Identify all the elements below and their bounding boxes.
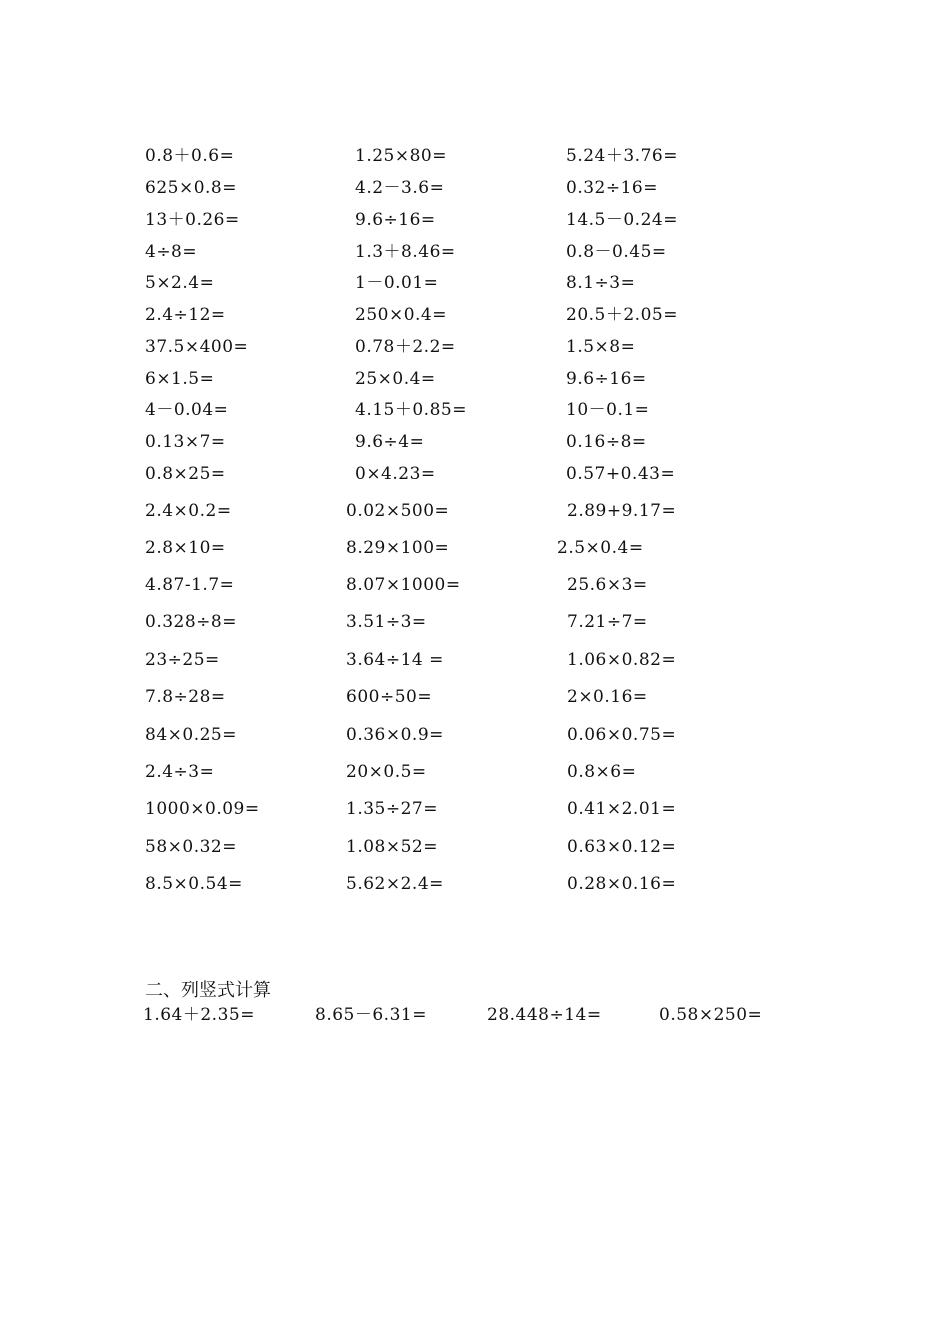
oral-problem: 2.5×0.4= [557,538,644,558]
oral-problem: 58×0.32= [145,837,237,857]
oral-problem: 0.06×0.75= [567,725,677,745]
oral-problem: 37.5×400= [145,337,249,357]
oral-problem: 0.8＋0.6= [145,146,235,166]
oral-problem: 4.15＋0.85= [355,400,467,420]
oral-problem: 3.64÷14 = [346,650,444,670]
oral-problem: 0.32÷16= [566,178,658,198]
oral-problem: 0.13×7= [145,432,226,452]
oral-problem: 9.6÷16= [566,369,647,389]
oral-problem: 25.6×3= [567,575,648,595]
oral-problem: 6×1.5= [145,369,215,389]
oral-problem: 84×0.25= [145,725,237,745]
oral-problem: 23÷25= [145,650,220,670]
oral-problem: 8.1÷3= [566,273,636,293]
oral-problem: 8.29×100= [346,538,450,558]
oral-problem: 2.4÷12= [145,305,226,325]
oral-problem: 1.08×52= [346,837,438,857]
oral-problem: 7.8÷28= [145,687,226,707]
oral-problem: 25×0.4= [355,369,436,389]
oral-problem: 600÷50= [346,687,433,707]
vertical-problem: 0.58×250= [659,1005,763,1025]
vertical-problem: 8.65－6.31= [315,1005,427,1025]
oral-problem: 13＋0.26= [145,210,240,230]
oral-problem: 9.6÷16= [355,210,436,230]
oral-problem: 2×0.16= [567,687,648,707]
vertical-problem: 1.64＋2.35= [143,1005,255,1025]
oral-problem: 7.21÷7= [567,612,648,632]
oral-problem: 2.8×10= [145,538,226,558]
section-2-heading: 二、列竖式计算 [145,980,271,1001]
oral-problem: 4－0.04= [145,400,229,420]
oral-problem: 2.89+9.17= [567,501,677,521]
oral-problem: 2.4×0.2= [145,501,232,521]
vertical-problem: 28.448÷14= [487,1005,602,1025]
oral-problem: 0.41×2.01= [567,799,677,819]
oral-problem: 1.25×80= [355,146,447,166]
oral-problem: 14.5－0.24= [566,210,678,230]
oral-problem: 2.4÷3= [145,762,215,782]
oral-problem: 1.3＋8.46= [355,242,456,262]
oral-problem: 4÷8= [145,242,198,262]
oral-problem: 5.62×2.4= [346,874,444,894]
oral-problem: 0.57+0.43= [566,464,676,484]
oral-problem: 9.6÷4= [355,432,425,452]
oral-problem: 4.87-1.7= [145,575,235,595]
oral-problem: 0.8×25= [145,464,226,484]
oral-problem: 1.06×0.82= [567,650,677,670]
oral-problem: 250×0.4= [355,305,447,325]
oral-problem: 0.8－0.45= [566,242,667,262]
oral-problem: 0.8×6= [567,762,637,782]
oral-problem: 5×2.4= [145,273,215,293]
oral-problem: 0.63×0.12= [567,837,677,857]
oral-problem: 10－0.1= [566,400,650,420]
oral-problem: 625×0.8= [145,178,237,198]
oral-problem: 3.51÷3= [346,612,427,632]
oral-problem: 5.24＋3.76= [566,146,678,166]
oral-problem: 0.28×0.16= [567,874,677,894]
oral-problem: 20.5＋2.05= [566,305,678,325]
oral-problem: 0.328÷8= [145,612,237,632]
oral-problem: 8.5×0.54= [145,874,243,894]
oral-problem: 0.16÷8= [566,432,647,452]
oral-problem: 8.07×1000= [346,575,461,595]
oral-problem: 1.35÷27= [346,799,438,819]
oral-problem: 0.02×500= [346,501,450,521]
oral-problem: 4.2－3.6= [355,178,445,198]
oral-problem: 0.78＋2.2= [355,337,456,357]
oral-problem: 1000×0.09= [145,799,260,819]
oral-problem: 1.5×8= [566,337,636,357]
oral-problem: 0×4.23= [355,464,436,484]
oral-problem: 1－0.01= [355,273,439,293]
oral-problem: 0.36×0.9= [346,725,444,745]
oral-problem: 20×0.5= [346,762,427,782]
